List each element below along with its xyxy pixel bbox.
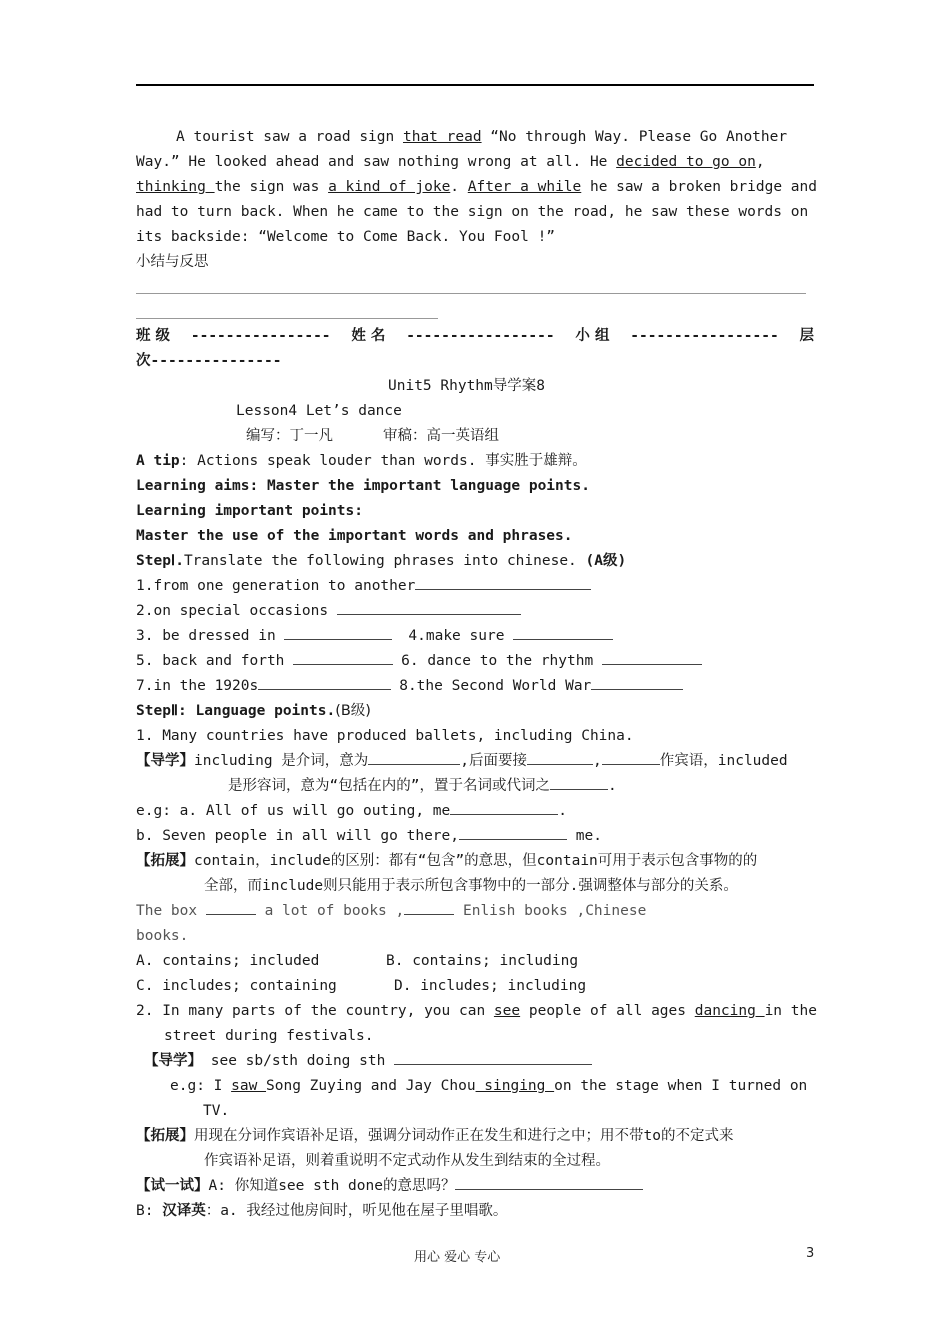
answer-blank[interactable]: [602, 750, 660, 765]
guide-2: 【导学】 see sb/sth doing sth: [144, 1049, 824, 1074]
story-line-1: A tourist saw a road sign that read “No through Way. Please Go Another: [176, 129, 788, 145]
answer-blank[interactable]: [527, 750, 593, 765]
example-a: e.g: a. All of us will go outing, me .: [136, 799, 816, 824]
guide-1-cont: 是形容词，意为“包括在内的”，置于名词或代词之 .: [228, 774, 908, 799]
footer-motto: 用心 爱心 专心: [414, 1250, 501, 1265]
step1-item-5-6: 5. back and forth 6. dance to the rhythm: [136, 649, 816, 674]
option-b[interactable]: B. contains; including: [386, 953, 579, 969]
answer-blank[interactable]: [368, 750, 460, 765]
extension-2-cont: 作宾语补足语，则着重说明不定式动作从发生到结束的全过程。: [204, 1153, 610, 1169]
point-1: 1. Many countries have produced ballets, including China.: [136, 728, 634, 744]
answer-blank[interactable]: [284, 625, 392, 640]
editor: 编写：丁一凡: [246, 428, 333, 444]
answer-blank[interactable]: [258, 675, 391, 690]
answer-blank[interactable]: [459, 825, 567, 840]
answer-blank[interactable]: [293, 650, 393, 665]
step1-item-1: 1.from one generation to another: [136, 574, 816, 599]
example-2-cont: TV.: [203, 1103, 230, 1119]
step1-item-7-8: 7.in the 1920s 8.the Second World War: [136, 674, 816, 699]
answer-blank[interactable]: [404, 900, 454, 915]
level-row: 次---------------: [136, 353, 282, 369]
summary-answer-line-1: [136, 293, 806, 294]
learning-aims: Learning aims: Master the important language points.: [136, 478, 590, 494]
reviewer: 审稿：高一英语组: [383, 428, 499, 444]
name-label: 姓 名: [351, 328, 386, 344]
student-info-row: [136, 324, 816, 349]
group-field: -----------------: [630, 328, 779, 344]
answer-blank[interactable]: [591, 675, 683, 690]
class-label: 班 级: [136, 328, 171, 344]
credits-line: [246, 424, 646, 449]
choice-question-cont: books.: [136, 928, 189, 944]
story-line-4: had to turn back. When he came to the sign on the road, he saw these words on: [136, 204, 809, 220]
class-field: ----------------: [190, 328, 331, 344]
story-line-3: thinking the sign was a kind of joke. After a while he saw a broken bridge and: [136, 179, 817, 195]
option-d[interactable]: D. includes; including: [394, 978, 587, 994]
unit-title: Unit5 Rhythm导学案8: [388, 378, 545, 394]
important-points-text: Master the use of the important words and phrases.: [136, 528, 573, 544]
tip-line: A tip: Actions speak louder than words. 事实胜于雄辩。: [136, 453, 587, 469]
translate-task: B: 汉译英：a. 我经过他房间时，听见他在屋子里唱歌。: [136, 1203, 508, 1219]
extension-1-cont: 全部，而include则只能用于表示所包含事物中的一部分.强调整体与部分的关系。: [204, 878, 738, 894]
example-b: b. Seven people in all will go there, me.: [136, 824, 816, 849]
name-field: -----------------: [406, 328, 555, 344]
top-rule: [136, 84, 814, 86]
answer-blank[interactable]: [415, 575, 591, 590]
answer-blank[interactable]: [513, 625, 613, 640]
answer-blank[interactable]: [206, 900, 256, 915]
answer-blank[interactable]: [602, 650, 702, 665]
page-number: 3: [806, 1246, 815, 1261]
answer-blank[interactable]: [550, 775, 608, 790]
level-field: ---------------: [150, 353, 282, 369]
story-line-5: its backside: “Welcome to Come Back. You Fool !”: [136, 229, 556, 245]
guide-1: 【导学】including 是介词，意为 ,后面要接 , 作宾语，included: [136, 749, 816, 774]
options-ab: [136, 949, 816, 974]
step1-item-3-4: 3. be dressed in 4.make sure: [136, 624, 816, 649]
extension-2: 【拓展】用现在分词作宾语补足语，强调分词动作正在发生和进行之中；用不带to的不定式来: [136, 1128, 734, 1144]
example-2: e.g: I saw Song Zuying and Jay Chou singing on the stage when I turned on: [170, 1078, 808, 1094]
point-2-cont: street during festivals.: [164, 1028, 374, 1044]
option-a[interactable]: A. contains; included: [136, 953, 320, 969]
answer-blank[interactable]: [455, 1175, 643, 1190]
answer-blank[interactable]: [337, 600, 521, 615]
group-label: 小 组: [575, 328, 610, 344]
answer-blank[interactable]: [394, 1050, 592, 1065]
step1-item-2: 2.on special occasions: [136, 599, 816, 624]
options-cd: [136, 974, 816, 999]
story-line-2: Way.” He looked ahead and saw nothing wrong at all. He decided to go on,: [136, 154, 765, 170]
answer-blank[interactable]: [450, 800, 558, 815]
step1-heading: StepⅠ.Translate the following phrases into chinese. (A级): [136, 553, 627, 569]
point-2: 2. In many parts of the country, you can see people of all ages dancing in the: [136, 1003, 817, 1019]
choice-question: The box a lot of books , Enlish books ,Chinese: [136, 899, 816, 924]
step2-heading: StepⅡ: Language points.(B级): [136, 703, 371, 719]
option-c[interactable]: C. includes; containing: [136, 978, 337, 994]
lesson-title: Lesson4 Let’s dance: [236, 403, 402, 419]
summary-answer-line-2: [136, 318, 438, 319]
extension-1: 【拓展】contain，include的区别：都有“包含”的意思，但contain可用于表示包含事物的的: [136, 853, 758, 869]
important-points-label: Learning important points:: [136, 503, 363, 519]
summary-label: 小结与反思: [136, 254, 209, 270]
level-label: 层: [799, 328, 814, 344]
try-it: 【试一试】A: 你知道see sth done的意思吗？: [136, 1174, 816, 1199]
